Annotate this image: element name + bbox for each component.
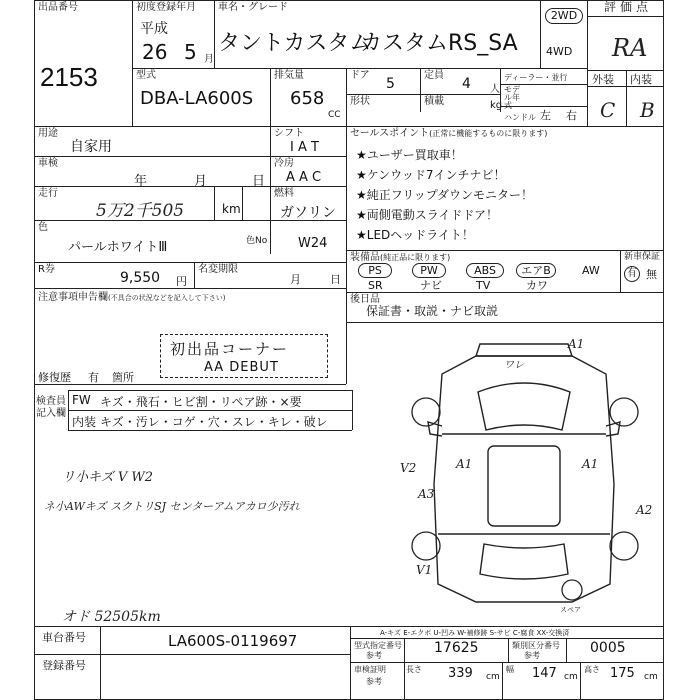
spare-wheel (562, 580, 582, 600)
sales-point-3: ★純正フリップダウンモニター！ (356, 188, 533, 202)
interior-value: B (640, 98, 655, 122)
recycle-unit: 円 (176, 275, 187, 288)
handwritten-line3: オド 52505km (62, 609, 161, 625)
lot-number: 2153 (40, 62, 98, 92)
registration-label: 登録番号 (42, 659, 86, 672)
first-reg-label: 初度登録年月 (136, 2, 196, 13)
vehicle-label: 車名・グレード (218, 2, 288, 13)
deadline-month: 月 (290, 273, 301, 286)
chassis-label: 車台番号 (42, 631, 86, 644)
handle-left: 左 (540, 109, 551, 122)
sales-point-5: ★LEDヘッドライト！ (356, 228, 474, 242)
fw-items: キズ・飛石・ヒビ割・リペア跡・×要 (100, 395, 302, 409)
documents-label: 後日品 (350, 294, 380, 305)
type-no-value: 17625 (434, 640, 479, 656)
repair-unit: 箇所 (112, 371, 134, 384)
class-no-label: 類別区分番号 (512, 641, 560, 650)
color-code: W24 (298, 236, 328, 251)
exterior-value: C (600, 98, 616, 122)
exterior-label: 外装 (592, 73, 614, 86)
inspection-year: 年 (134, 174, 148, 189)
repair-label: 修復歴 (38, 371, 71, 384)
debut-stamp-line1: 初出品コーナー (170, 340, 290, 358)
drive-2wd: 2WD (545, 8, 583, 24)
height-value: 175 (610, 666, 635, 681)
ac-label: 冷房 (274, 158, 294, 169)
usage-label: 用途 (38, 128, 58, 139)
handle-label: ハンドル (504, 113, 536, 122)
handle-right: 右 (566, 109, 577, 122)
chassis-value: LA600S-0119697 (168, 632, 298, 650)
handwritten-line1: リ小キズ V W2 (62, 470, 154, 485)
fw-label: FW (72, 393, 91, 407)
int-items: キズ・汚レ・コゲ・穴・スレ・キレ・破レ (100, 415, 328, 429)
car-front-bumper (476, 344, 572, 356)
deadline-day: 日 (330, 273, 341, 286)
height-label: 高さ (584, 665, 600, 674)
model-year-label: モデル年式 (504, 85, 520, 110)
mark-a2: A2 (636, 503, 652, 517)
cert-ref: 参考 (366, 677, 382, 686)
equip-ps: PS (358, 263, 392, 278)
displacement-value: 658 (290, 88, 325, 109)
first-reg-month-unit: 月 (204, 54, 214, 65)
recycle-label: R券 (38, 264, 55, 275)
inspector-label: 検査員 (36, 396, 66, 407)
dealer-label: ディーラー・並行 (504, 73, 568, 82)
doors-label: ドア (350, 70, 370, 81)
documents-value: 保証書・取説・ナビ取説 (366, 304, 499, 318)
mark-a1-top: A1 (568, 337, 585, 351)
class-no-ref: 参考 (524, 651, 540, 660)
doors-value: 5 (386, 76, 395, 92)
height-unit: cm (644, 672, 658, 682)
mileage-value: 5万2千505 (96, 201, 185, 221)
mark-v2: V2 (400, 461, 417, 475)
load-unit: kg (490, 100, 503, 111)
wheel-front-right (610, 398, 638, 426)
recycle-value: 9,550 (120, 270, 161, 286)
mileage-label: 走行 (38, 188, 58, 199)
inspection-label: 車検 (38, 158, 58, 169)
length-unit: cm (486, 672, 500, 682)
width-unit: cm (564, 672, 578, 682)
width-label: 幅 (506, 665, 514, 674)
color-value: パールホワイトⅢ (68, 240, 168, 255)
equipment-label: 装備品(純正品に限ります) (350, 252, 451, 263)
equip-airbag: エアB (516, 263, 556, 278)
ac-value: A A C (286, 170, 322, 185)
shift-label: シフト (274, 128, 304, 139)
equip-navi: ナビ (420, 279, 442, 292)
warranty-no: 無 (646, 268, 657, 281)
wheel-rear-right (610, 532, 638, 560)
model-code: DBA-LA600S (140, 88, 254, 109)
capacity-unit: 人 (490, 84, 500, 95)
handwritten-line2: ネ小AWキズ スクトリSJ センターアムアカロ少汚れ (44, 500, 300, 513)
fuel-value: ガソリン (280, 205, 336, 221)
class-no-value: 0005 (590, 640, 626, 656)
repair-yes: 有 (88, 371, 99, 384)
car-rear-window (480, 544, 568, 579)
shape-label: 形状 (350, 96, 370, 107)
width-value: 147 (532, 666, 557, 681)
color-label: 色 (38, 222, 48, 233)
drive-4wd: 4WD (546, 45, 573, 58)
type-no-ref: 参考 (366, 651, 382, 660)
displacement-label: 排気量 (274, 70, 304, 81)
int-label: 内装 (72, 415, 97, 429)
sales-points-label: セールスポイント(正常に機能するものに限ります) (350, 128, 548, 139)
car-damage-diagram (396, 334, 652, 614)
mark-v1: V1 (416, 563, 433, 577)
mileage-unit: km (222, 202, 241, 216)
equip-sr: SR (368, 279, 383, 292)
car-body-outline (434, 356, 614, 602)
capacity-label: 定員 (424, 70, 444, 81)
displacement-unit: CC (328, 110, 341, 120)
inspection-day: 日 (252, 174, 266, 189)
type-no-label: 型式指定番号 (354, 641, 402, 650)
equip-pw: PW (412, 263, 446, 278)
color-code-label: 色No (246, 236, 268, 246)
model-label: 型式 (136, 70, 156, 81)
notes-label: 注意事項申告欄(不具合の状況などを記入して下さい) (38, 292, 226, 303)
first-reg-month: 5 (184, 40, 197, 64)
lot-label: 出品番号 (38, 2, 78, 13)
inspector-label2: 記入欄 (36, 408, 66, 419)
vehicle-grade: カスタムRS_SA (360, 31, 518, 56)
cert-label: 車検証明 (354, 665, 386, 674)
grade-score: RA (612, 34, 648, 62)
mark-a3: A3 (418, 487, 435, 501)
legend: A-キズ E-エクボ U-凹み W-補修跡 S-サビ C-腐食 XX-交換済 (380, 629, 570, 637)
sales-point-2: ★ケンウッド7インチナビ！ (356, 168, 506, 182)
car-left-mirror (428, 422, 442, 436)
equip-tv: TV (476, 279, 491, 292)
fuel-label: 燃料 (274, 188, 294, 199)
mark-spare: スペア (560, 606, 581, 614)
load-label: 積載 (424, 96, 444, 107)
warranty-yes: 有 (624, 266, 640, 282)
length-label: 長さ (406, 665, 422, 674)
usage-value: 自家用 (70, 139, 112, 155)
debut-stamp-line2: AA DEBUT (204, 360, 279, 375)
capacity-value: 4 (462, 76, 471, 92)
shift-value: I A T (290, 140, 319, 155)
deadline-label: 名変期限 (198, 264, 238, 275)
mark-w2: ワレ (504, 360, 524, 371)
mark-a1-left: A1 (456, 457, 473, 471)
equip-aw: AW (582, 264, 600, 277)
car-roof (488, 446, 560, 526)
equip-abs: ABS (466, 263, 504, 278)
length-value: 339 (448, 666, 473, 681)
car-windshield (478, 383, 570, 430)
warranty-label: 新車保証 (624, 252, 661, 262)
mark-a1-right: A1 (582, 457, 599, 471)
first-reg-era: 平成 (140, 21, 168, 37)
grade-label: 評価点 (604, 0, 653, 14)
vehicle-name: タントカスタム (218, 31, 372, 56)
first-reg-year: 26 (142, 40, 168, 64)
interior-label: 内装 (630, 73, 652, 86)
sales-point-1: ★ユーザー買取車！ (356, 148, 463, 162)
inspection-month: 月 (194, 174, 208, 189)
wheel-front-left (412, 398, 440, 426)
equip-leather: カワ (526, 279, 548, 292)
sales-point-4: ★両側電動スライドドア！ (356, 208, 499, 222)
